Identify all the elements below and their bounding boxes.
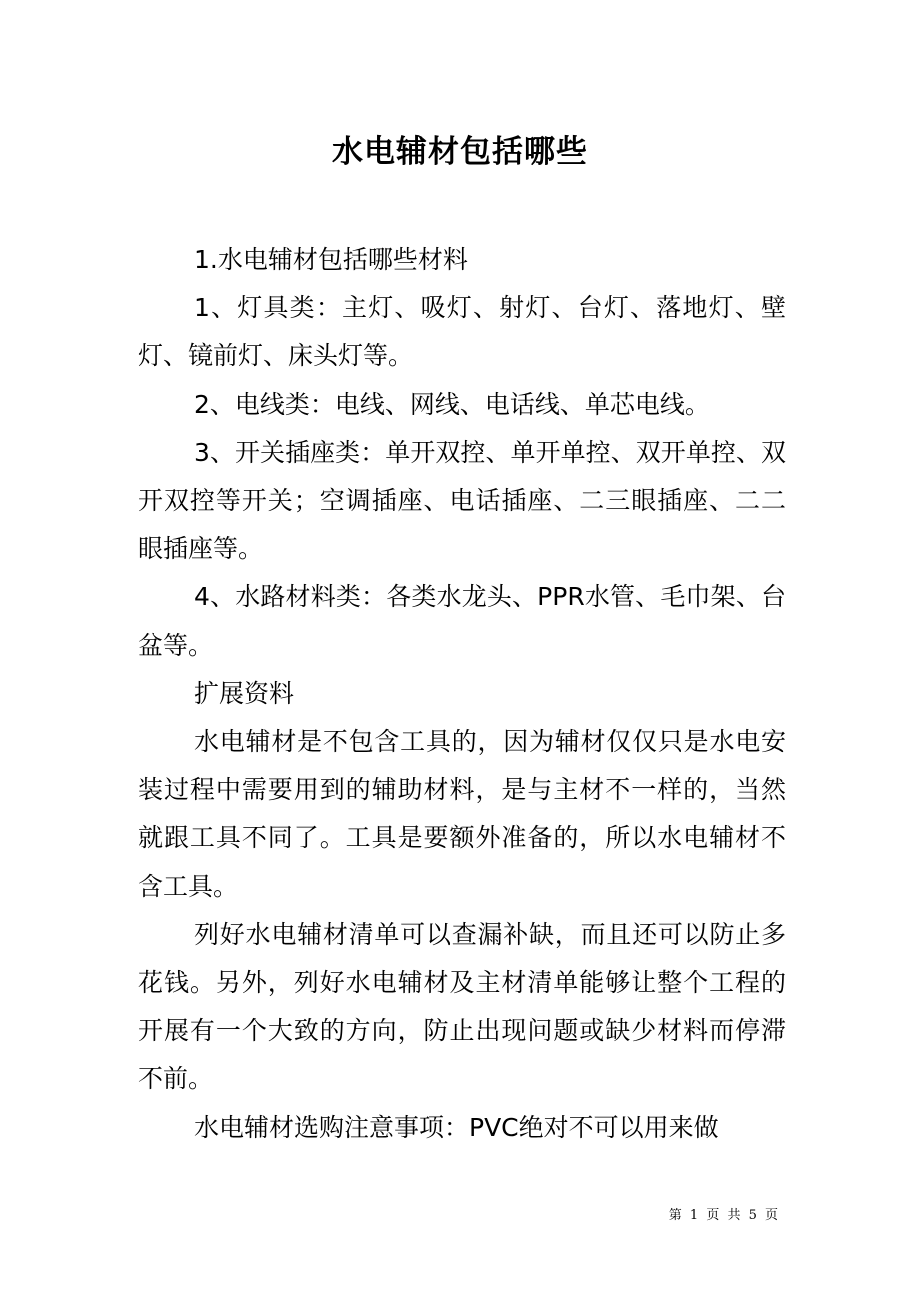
paragraph: 1.水电辅材包括哪些材料 bbox=[194, 245, 468, 274]
document-body bbox=[138, 236, 786, 1152]
document-title: 水电辅材包括哪些 bbox=[332, 134, 588, 170]
paragraph: 水电辅材选购注意事项：PVC绝对不可以用来做 bbox=[194, 1112, 719, 1142]
page-number-footer: 第 1 页 共 5 页 bbox=[668, 1208, 780, 1223]
paragraph: 4、水路材料类：各类水龙头、PPR水管、毛巾架、台盆等。 bbox=[138, 582, 786, 660]
paragraph: 1、灯具类：主灯、吸灯、射灯、台灯、落地灯、壁灯、镜前灯、床头灯等。 bbox=[138, 293, 786, 371]
paragraph: 2、电线类：电线、网线、电话线、单芯电线。 bbox=[194, 389, 710, 419]
paragraph: 列好水电辅材清单可以查漏补缺，而且还可以防止多花钱。另外，列好水电辅材及主材清单能够让整个工程的开展有一个大致的方向，防止出现问题或缺少材料而停滞不前。 bbox=[138, 919, 786, 1094]
paragraph: 3、开关插座类：单开双控、单开单控、双开单控、双开双控等开关；空调插座、电话插座、二三眼插座、二二眼插座等。 bbox=[138, 437, 786, 564]
paragraph: 水电辅材是不包含工具的，因为辅材仅仅只是水电安装过程中需要用到的辅助材料，是与主材不一样的，当然就跟工具不同了。工具是要额外准备的，所以水电辅材不含工具。 bbox=[138, 727, 786, 901]
paragraph: 扩展资料 bbox=[194, 678, 295, 708]
